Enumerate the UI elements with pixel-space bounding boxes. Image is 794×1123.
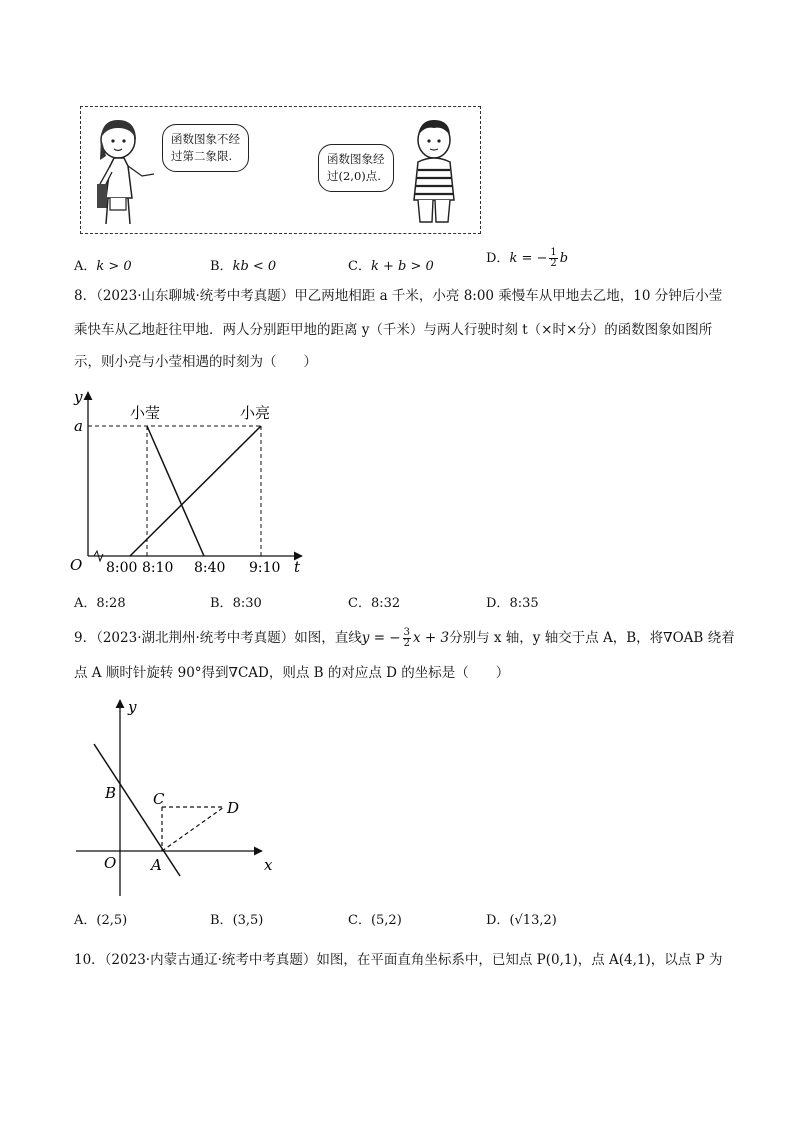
option-value: 8:32 bbox=[370, 596, 401, 611]
q9-label-o: O bbox=[104, 854, 117, 872]
option-label: B． bbox=[210, 596, 233, 611]
q9-label-b: B bbox=[105, 784, 117, 802]
q9-text-line2: 点 A 顺时针旋转 90°得到∇CAD，则点 B 的对应点 D 的坐标是（ ） bbox=[74, 665, 510, 681]
q8-y-label: y bbox=[74, 388, 83, 406]
q9-label-a: A bbox=[151, 856, 162, 874]
q10-text-line1: 10．（2023·内蒙古通辽·统考中考真题）如图，在平面直角坐标系中，已知点 P(0,1)，点 A(4,1)，以点 P 为 bbox=[74, 952, 723, 968]
option-label: C． bbox=[348, 596, 371, 611]
option-label: C． bbox=[348, 259, 371, 274]
q7-speech-bubble-right bbox=[318, 144, 394, 192]
q8-origin-label: O bbox=[70, 556, 83, 574]
q8-tick-810: 8:10 bbox=[142, 560, 174, 576]
option-label: D． bbox=[486, 251, 510, 266]
q9-fraction bbox=[403, 628, 411, 649]
q8-tick-910: 9:10 bbox=[249, 560, 281, 576]
bubble-right-line1: 函数图象经 bbox=[327, 152, 385, 166]
fraction-numerator: 3 bbox=[403, 627, 410, 638]
boy-figure-icon bbox=[404, 114, 466, 224]
q9-option-d[interactable] bbox=[486, 909, 557, 928]
q9-expr-rhs: x + 3 bbox=[413, 630, 450, 646]
q8-xiaoliang-label: 小亮 bbox=[240, 404, 271, 422]
bubble-left-line2: 过第二象限. bbox=[171, 149, 233, 163]
option-label: C． bbox=[348, 913, 371, 928]
option-value: (2,5) bbox=[96, 913, 128, 928]
option-value: 8:30 bbox=[232, 596, 262, 611]
bubble-right-line2: 过(2,0)点. bbox=[327, 169, 381, 183]
option-label: D． bbox=[486, 913, 510, 928]
q9-coordinate-figure bbox=[72, 696, 282, 900]
q8-text-line1: 8．（2023·山东聊城·统考中考真题）甲乙两地相距 a 千米，小亮 8:00 乘慢车从甲地去乙地，10 分钟后小莹 bbox=[74, 288, 723, 304]
option-expr: k + b > 0 bbox=[370, 259, 434, 274]
q8-tick-840: 8:40 bbox=[194, 560, 226, 576]
option-label: A． bbox=[74, 913, 97, 928]
option-label: A． bbox=[74, 259, 97, 274]
option-value: 8:35 bbox=[509, 596, 539, 611]
q9-line1-prefix: 9．（2023·湖北荆州·统考中考真题）如图，直线 bbox=[74, 630, 362, 646]
fraction-numerator: 1 bbox=[550, 247, 557, 258]
option-expr-lhs: k = − bbox=[509, 251, 548, 266]
q8-text-line2: 乘快车从乙地赶往甲地．两人分别距甲地的距离 y（千米）与两人行驶时刻 t（×时×分）的函数图象如图所 bbox=[74, 322, 713, 338]
q8-option-a[interactable] bbox=[74, 592, 126, 611]
q9-option-b[interactable] bbox=[210, 909, 263, 928]
q8-option-c[interactable] bbox=[348, 592, 400, 611]
option-label: B． bbox=[210, 259, 233, 274]
option-fraction bbox=[549, 248, 557, 269]
q8-option-d[interactable] bbox=[486, 592, 539, 611]
q7-option-a[interactable] bbox=[74, 255, 132, 274]
option-expr: k > 0 bbox=[96, 259, 132, 274]
girl-figure-icon bbox=[92, 114, 164, 226]
q9-expr-lhs: y = − bbox=[361, 630, 401, 646]
q9-label-c: C bbox=[153, 790, 165, 808]
q8-option-b[interactable] bbox=[210, 592, 262, 611]
option-value: (√13,2) bbox=[509, 913, 557, 928]
option-label: A． bbox=[74, 596, 97, 611]
q9-option-a[interactable] bbox=[74, 909, 127, 928]
q9-option-c[interactable] bbox=[348, 909, 402, 928]
fraction-denominator: 2 bbox=[550, 258, 557, 269]
option-value: 8:28 bbox=[96, 596, 126, 611]
option-expr-rhs: b bbox=[559, 251, 569, 266]
q9-label-d: D bbox=[227, 799, 240, 817]
q7-option-d[interactable] bbox=[486, 247, 568, 269]
fraction-denominator: 2 bbox=[403, 638, 410, 649]
q8-xiaoying-label: 小莹 bbox=[130, 404, 161, 422]
option-label: B． bbox=[210, 913, 233, 928]
q9-line1-suffix: 分别与 x 轴，y 轴交于点 A，B，将∇OAB 绕着 bbox=[449, 630, 735, 646]
q8-a-label: a bbox=[74, 417, 83, 435]
bubble-left-line1: 函数图象不经 bbox=[171, 132, 240, 146]
q8-tick-800: 8:00 bbox=[106, 560, 138, 576]
option-value: (5,2) bbox=[370, 913, 402, 928]
q9-label-x: x bbox=[264, 856, 273, 874]
option-label: D． bbox=[486, 596, 510, 611]
q8-t-label: t bbox=[294, 558, 301, 576]
q7-option-b[interactable] bbox=[210, 255, 276, 274]
option-expr: kb < 0 bbox=[232, 259, 277, 274]
q8-distance-time-graph bbox=[64, 386, 314, 582]
q7-speech-bubble-left bbox=[162, 124, 249, 172]
q9-segment-ad bbox=[162, 807, 224, 851]
q7-option-c[interactable] bbox=[348, 255, 434, 274]
q8-text-line3: 示，则小亮与小莹相遇的时刻为（ ） bbox=[74, 354, 317, 370]
q9-label-y: y bbox=[128, 698, 137, 716]
option-value: (3,5) bbox=[232, 913, 264, 928]
q9-text-line1 bbox=[74, 625, 735, 651]
